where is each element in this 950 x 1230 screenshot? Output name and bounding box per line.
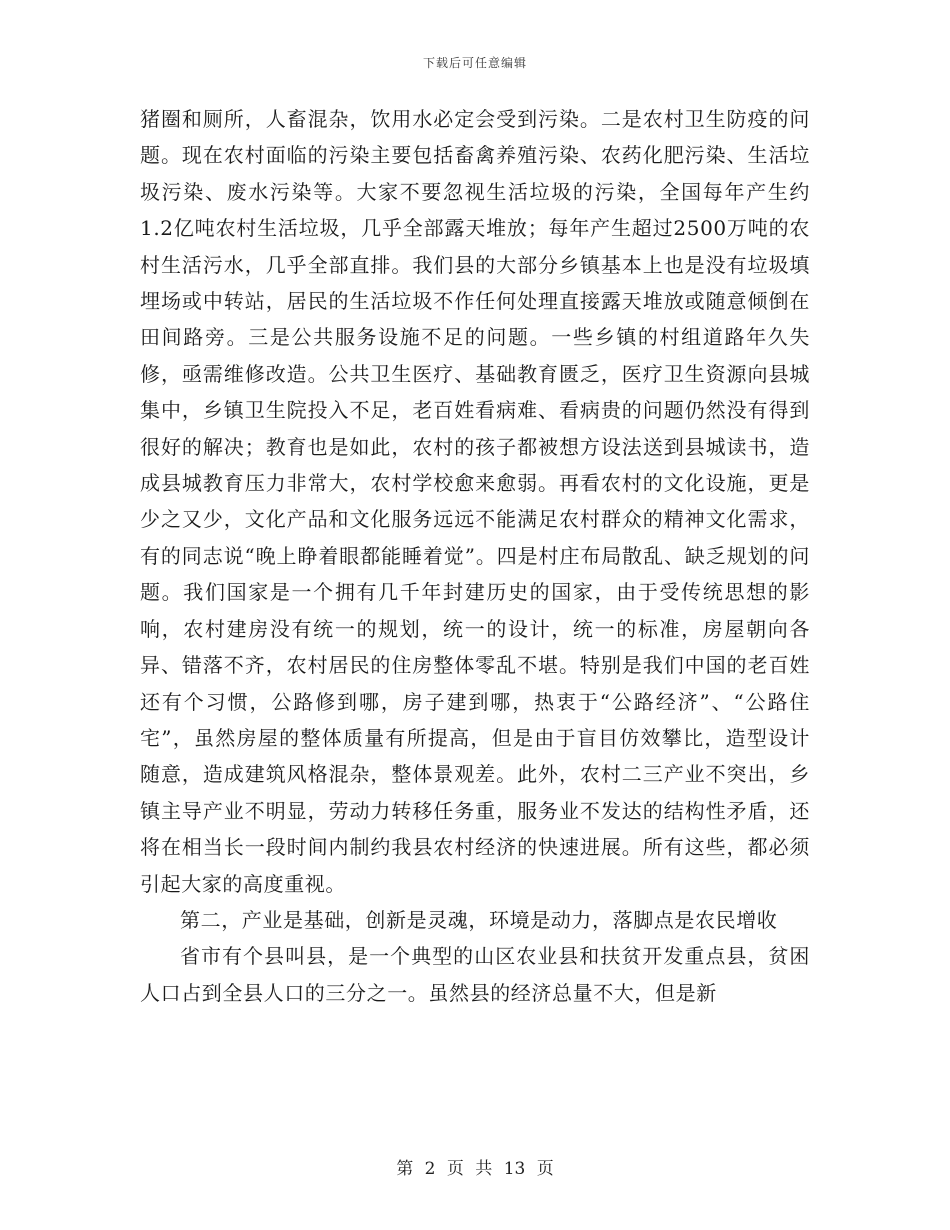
page-footer: 第 2 页 共 13 页 [396,1159,554,1179]
page-header: 下载后可任意编辑 [422,56,527,70]
paragraph-2-heading: 第二，产业是基础，创新是灵魂，环境是动力，落脚点是农民增收 [180,907,778,932]
paragraph-3: 省市有个县叫县，是一个典型的山区农业县和扶贫开发重点县，贫困人口占到全县人口的三分之一。虽然县的经济总量不大，但是新 [140,944,810,1005]
paragraph-1: 猪圈和厕所，人畜混杂，饮用水必定会受到污染。二是农村卫生防疫的问题。现在农村面临的污染主要包括畜禽养殖污染、农药化肥污染、生活垃圾污染、废水污染等。大家不要忽视生活垃圾的污染，全国每年产生约1.2亿吨农村生活垃圾，几乎全部露天堆放；每年产生超过2500万吨的农村生活污水，几乎全部直排。我们县的大部分乡镇基本上也是没有垃圾填埋场或中转站，居民的生活垃圾不作任何处理直接露天堆放或随意倾倒在田间路旁。三是公共服务设施不足的问题。一些乡镇的村组道路年久失修，亟需维修改造。公共卫生医疗、基础教育匮乏，医疗卫生资源向县城集中，乡镇卫生院投入不足，老百姓看病难、看病贵的问题仍然没有得到很好的解决；教育也是如此，农村的孩子都被想方设法送到县城读书，造成县城教育压力非常大，农村学校愈来愈弱。再看农村的文化设施，更是少之又少，文化产品和文化服务远远不能满足农村群众的精神文化需求，有的同志说“晚上睁着眼都能睡着觉”。四是村庄布局散乱、缺乏规划的问题。我们国家是一个拥有几千年封建历史的国家，由于受传统思想的影响，农村建房没有统一的规划，统一的设计，统一的标准，房屋朝向各异、错落不齐，农村居民的住房整体零乱不堪。特别是我们中国的老百姓还有个习惯，公路修到哪，房子建到哪，热衷于“公路经济”、“公路住宅”，虽然房屋的整体质量有所提高，但是由于盲目仿效攀比，造型设计随意，造成建筑风格混杂，整体景观差。此外，农村二三产业不突出，乡镇主导产业不明显，劳动力转移任务重，服务业不发达的结构性矛盾，还将在相当长一段时间内制约我县农村经济的快速进展。所有这些，都必须引起大家的高度重视。 [140,107,810,896]
document-body [140,101,810,1011]
